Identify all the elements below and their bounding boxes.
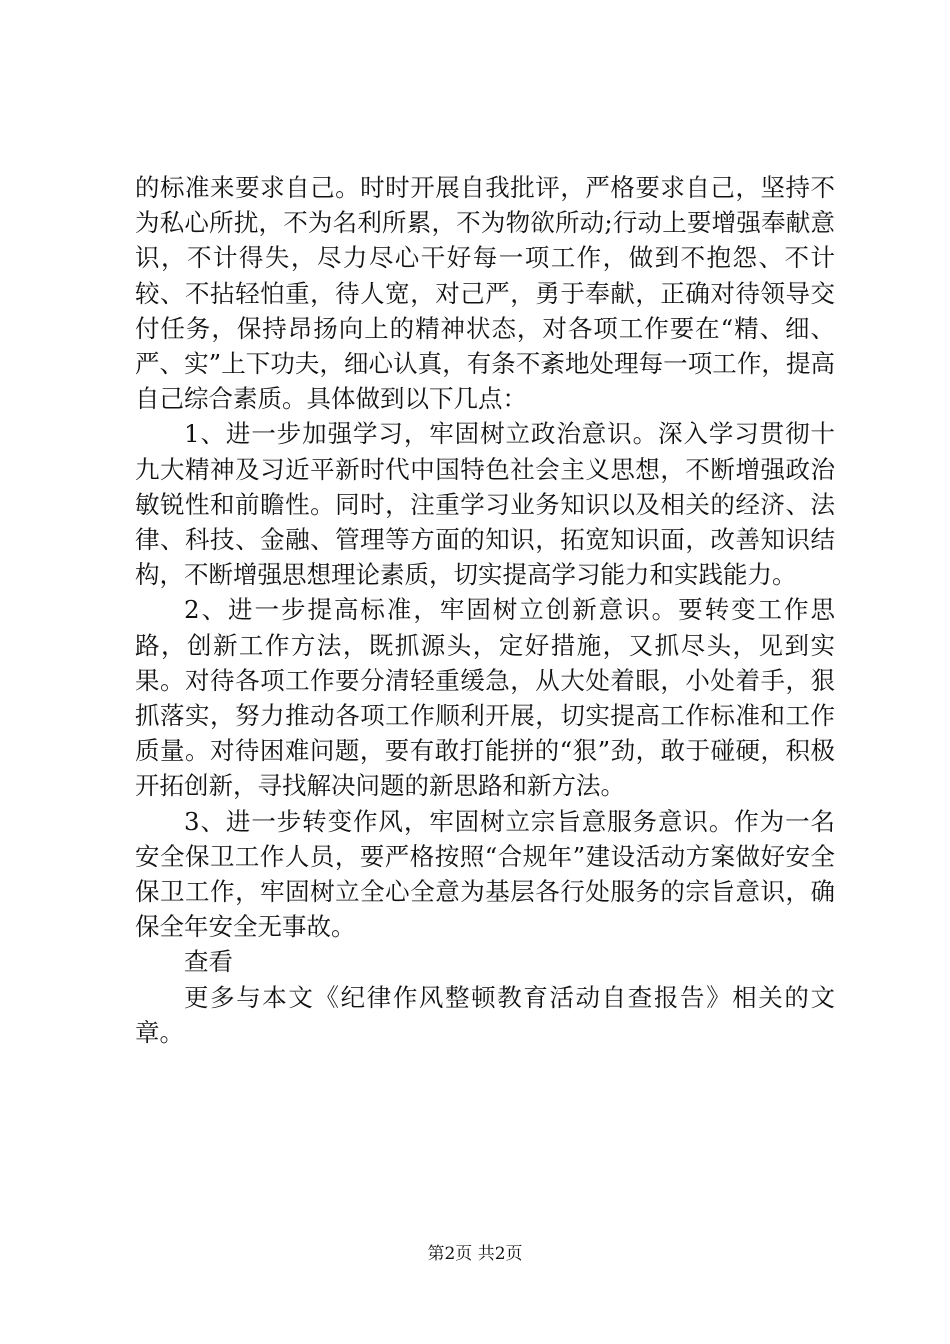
page-number-label: 第2页 共2页: [427, 1244, 523, 1264]
related-articles-text: 更多与本文《纪律作风整顿教育活动自查报告》相关的文章。: [135, 982, 835, 1047]
paragraph-point-2: 2、进一步提高标准，牢固树立创新意识。要转变工作思路，创新工作方法，既抓源头，定好措施，又抓尽头，见到实果。对待各项工作要分清轻重缓急，从大处着眼，小处着手，狠抓落实，努力推动各项工作顺利开展，切实提高工作标准和工作质量。对待困难问题，要有敢打能拼的“狠”劲，敢于碰硬，积极开拓创新，寻找解决问题的新思路和新方法。: [135, 595, 835, 801]
page-footer: [0, 1244, 950, 1264]
paragraph-point-1: 1、进一步加强学习，牢固树立政治意识。深入学习贯彻十九大精神及习近平新时代中国特色社会主义思想，不断增强政治敏锐性和前瞻性。同时，注重学习业务知识以及相关的经济、法律、科技、金融、管理等方面的知识，拓宽知识面，改善知识结构，不断增强思想理论素质，切实提高学习能力和实践能力。: [135, 419, 835, 590]
paragraph-continuation: 的标准来要求自己。时时开展自我批评，严格要求自己，坚持不为私心所扰，不为名利所累，不为物欲所动;行动上要增强奉献意识，不计得失，尽力尽心干好每一项工作，做到不抱怨、不计较、不拈轻怕重，待人宽，对己严，勇于奉献，正确对待领导交付任务，保持昂扬向上的精神状态，对各项工作要在“精、细、严、实”上下功夫，细心认真，有条不紊地处理每一项工作，提高自己综合素质。具体做到以下几点：: [135, 173, 835, 414]
document-body: [135, 170, 835, 1050]
view-link[interactable]: 查看: [184, 947, 233, 977]
paragraph-point-3: 3、进一步转变作风，牢固树立宗旨意服务意识。作为一名安全保卫工作人员，要严格按照“合规年”建设活动方案做好安全保卫工作，牢固树立全心全意为基层各行处服务的宗旨意识，确保全年安全无事故。: [135, 806, 835, 942]
